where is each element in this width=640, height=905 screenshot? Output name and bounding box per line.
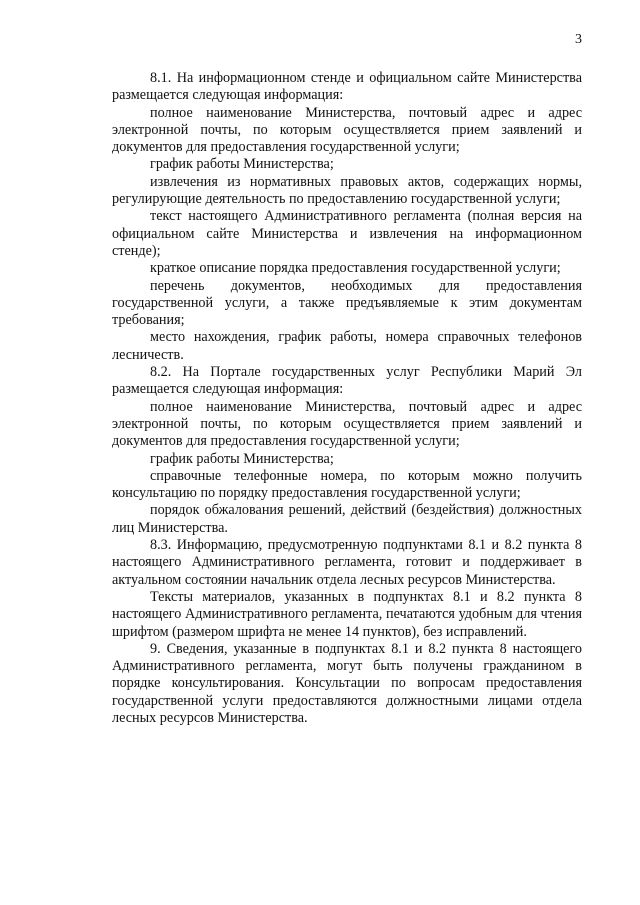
list-item-full-name-address-portal: полное наименование Министерства, почтовый адрес и адрес электронной почты, по которым осуществляется прием заявлений и документов для предоставления государственной услуги; (112, 398, 582, 450)
list-item-documents-list: перечень документов, необходимых для предоставления государственной услуги, а также предъявляемые к этим документам требования; (112, 277, 582, 329)
list-item-work-schedule: график работы Министерства; (150, 156, 334, 173)
paragraph-8-1: 8.1. На информационном стенде и официальном сайте Министерства размещается следующая информация: (112, 70, 582, 104)
paragraph-9: 9. Сведения, указанные в подпунктах 8.1 и 8.2 пункта 8 настоящего Административного регламента, могут быть получены гражданином в порядке консультирования. Консультации по вопросам предоставления государственной услуги предоставляются должностными лицами отдела лесных ресурсов Министерства. (112, 640, 582, 726)
document-body (112, 70, 582, 727)
paragraph-8-2: 8.2. На Портале государственных услуг Республики Марий Эл размещается следующая информация: (112, 364, 582, 398)
paragraph-8-3: 8.3. Информацию, предусмотренную подпунктами 8.1 и 8.2 пункта 8 настоящего Административного регламента, готовит и поддерживает в актуальном состоянии начальник отдела лесных ресурсов Министерства. (112, 537, 582, 588)
list-item-legal-extracts: извлечения из нормативных правовых актов, содержащих нормы, регулирующие деятельность по предоставлению государственной услуги; (112, 173, 582, 208)
list-item-reference-phones: справочные телефонные номера, по которым можно получить консультацию по порядку предоставления государственной услуги; (112, 467, 582, 502)
page-number: 3 (575, 32, 582, 47)
list-item-forestry-contacts: место нахождения, график работы, номера справочных телефонов лесничеств. (112, 329, 582, 363)
list-item-procedure-summary: краткое описание порядка предоставления государственной услуги; (150, 260, 561, 277)
list-item-regulation-text: текст настоящего Административного регламента (полная версия на официальном сайте Министерства и извлечения на информационном стенде); (112, 208, 582, 259)
list-item-full-name-address: полное наименование Министерства, почтовый адрес и адрес электронной почты, по которым осуществляется прием заявлений и документов для предоставления государственной услуги; (112, 104, 582, 156)
list-item-work-schedule-portal: график работы Министерства; (150, 450, 334, 467)
paragraph-materials-font: Тексты материалов, указанных в подпунктах 8.1 и 8.2 пункта 8 настоящего Административного регламента, печатаются удобным для чтения шрифтом (размером шрифта не менее 14 пунктов), без исправлений. (112, 588, 582, 640)
list-item-appeal-procedure: порядок обжалования решений, действий (бездействия) должностных лиц Министерства. (112, 502, 582, 536)
